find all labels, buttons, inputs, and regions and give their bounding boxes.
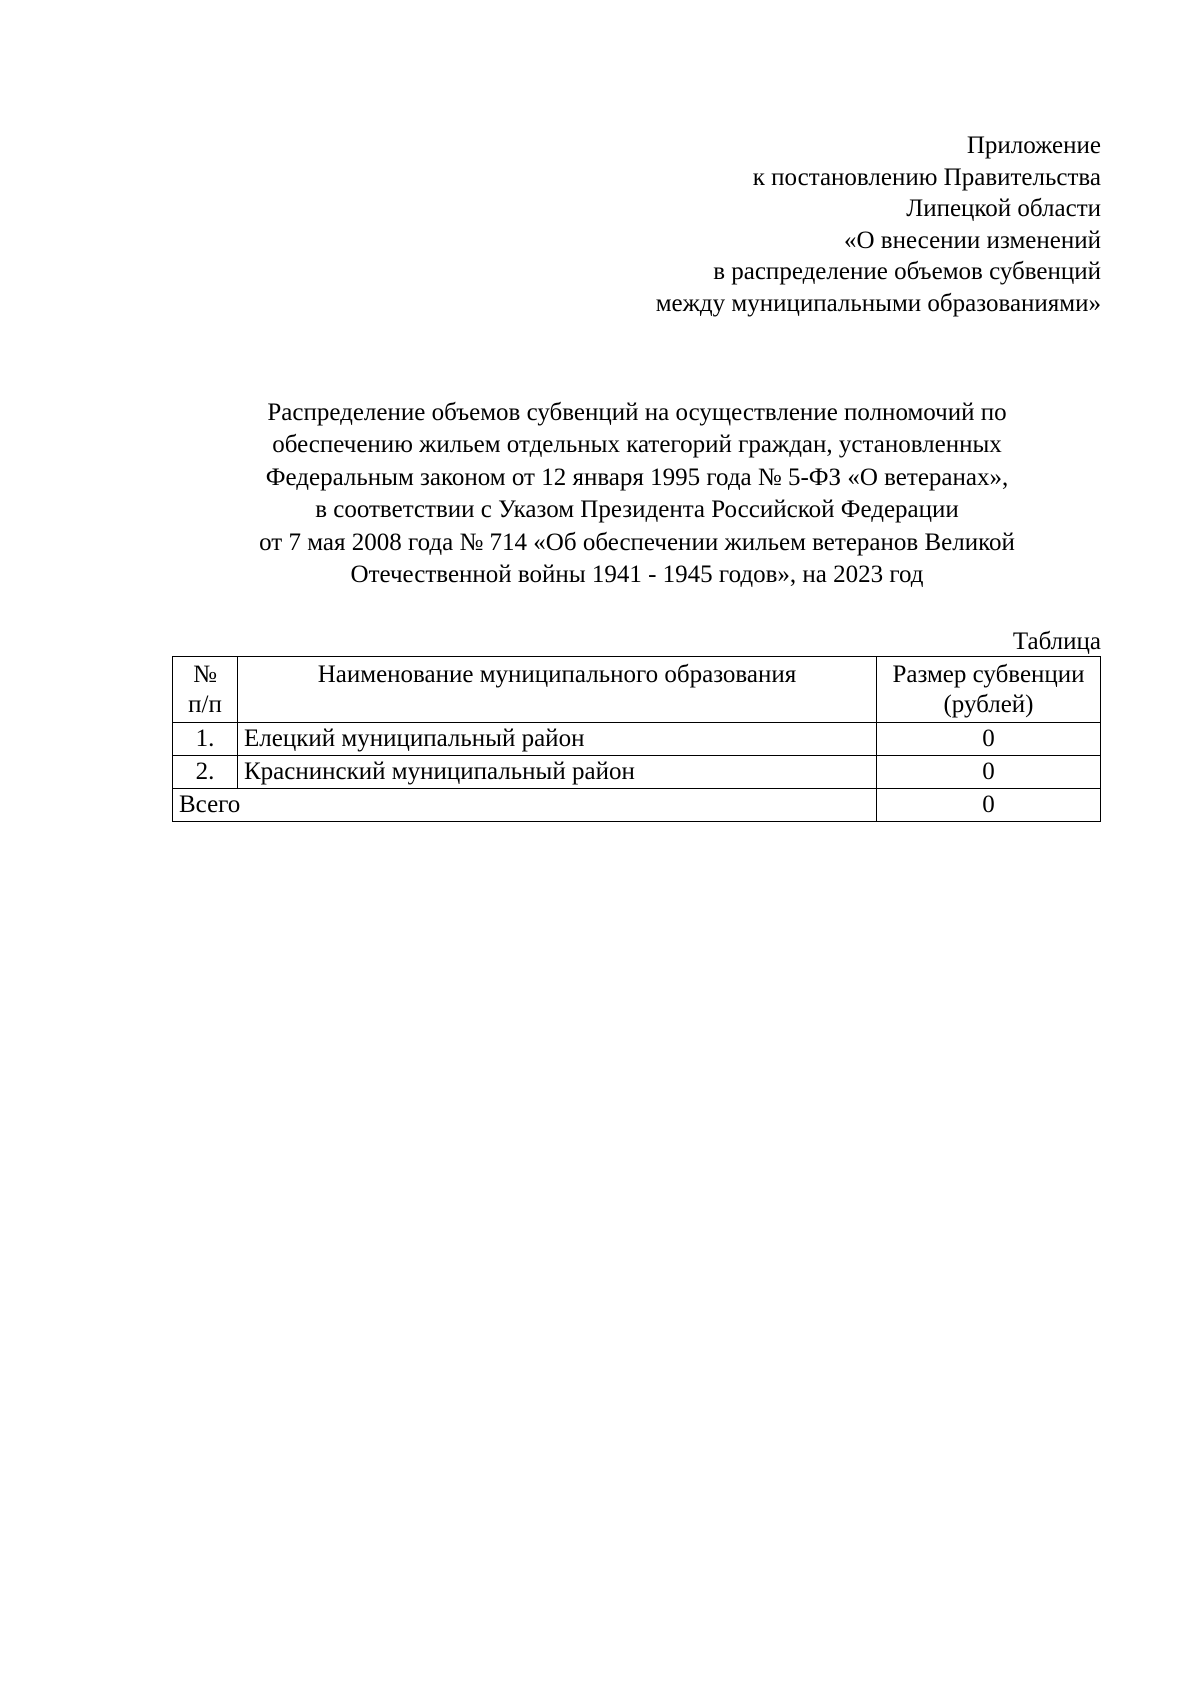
header-amount xyxy=(877,657,1101,723)
heading-line: обеспечению жильем отдельных категорий граждан, установленных xyxy=(272,431,1002,459)
appendix-block xyxy=(401,130,1101,319)
appendix-line: между муниципальными образованиями» xyxy=(655,289,1101,317)
header-name: Наименование муниципального образования xyxy=(238,657,877,723)
appendix-line: Липецкой области xyxy=(906,195,1101,222)
table-label: Таблица xyxy=(1012,628,1101,655)
header-amount-line1: Размер субвенции xyxy=(892,661,1085,688)
subsidy-table xyxy=(172,656,1101,822)
row-name: Краснинский муниципальный район xyxy=(238,756,877,789)
heading-line: Распределение объемов субвенций на осуществление полномочий по xyxy=(267,399,1007,426)
header-number-line2: п/п xyxy=(188,691,222,718)
row-number: 1. xyxy=(173,723,238,756)
header-amount-line2: (рублей) xyxy=(943,691,1034,718)
appendix-line: в распределение объемов субвенций xyxy=(713,258,1101,285)
heading-line: Отечественной войны 1941 - 1945 годов», на 2023 год xyxy=(350,561,924,589)
appendix-line: к постановлению Правительства xyxy=(752,163,1101,191)
document-heading xyxy=(173,397,1101,591)
heading-line: Федеральным законом от 12 января 1995 года № 5-ФЗ «О ветеранах», xyxy=(265,463,1009,491)
appendix-line: Приложение xyxy=(966,132,1101,159)
table-row xyxy=(173,723,1101,756)
heading-line: в соответствии с Указом Президента Российской Федерации xyxy=(315,496,959,524)
table-header-row xyxy=(173,657,1101,723)
row-amount: 0 xyxy=(877,756,1101,789)
row-name: Елецкий муниципальный район xyxy=(238,723,877,756)
row-number: 2. xyxy=(173,756,238,789)
total-label: Всего xyxy=(173,789,877,822)
header-number-line1: № xyxy=(193,661,217,688)
total-row xyxy=(173,789,1101,822)
appendix-line: «О внесении изменений xyxy=(843,226,1101,254)
row-amount: 0 xyxy=(877,723,1101,756)
heading-line: от 7 мая 2008 года № 714 «Об обеспечении жильем ветеранов Великой xyxy=(259,528,1015,556)
header-number xyxy=(173,657,238,723)
total-amount: 0 xyxy=(877,789,1101,822)
table-row xyxy=(173,756,1101,789)
